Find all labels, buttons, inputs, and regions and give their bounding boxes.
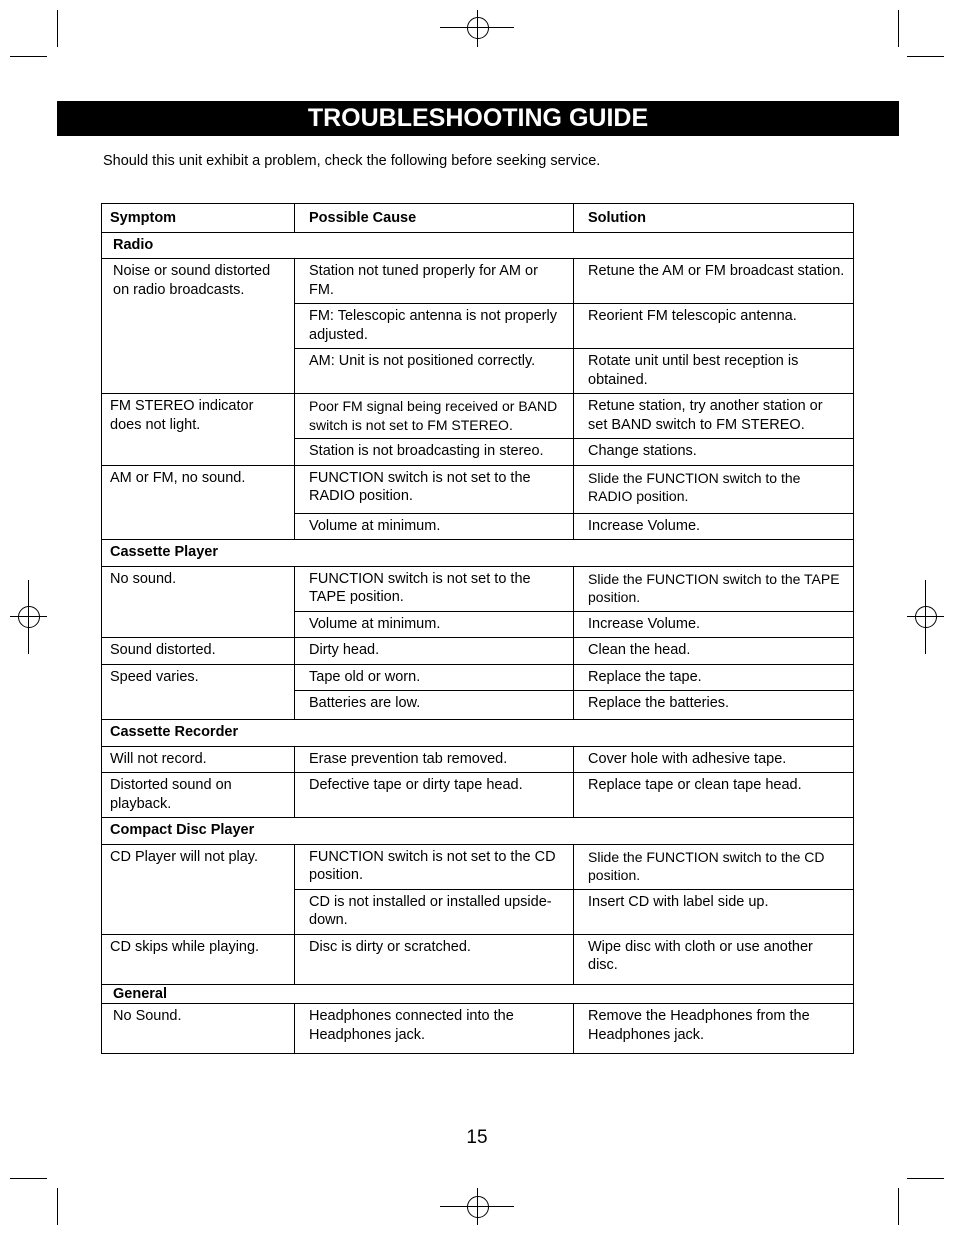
- solution-cell: Slide the FUNCTION switch to the CD position.: [574, 844, 854, 889]
- section-row: [102, 818, 854, 845]
- solution-cell: Insert CD with label side up.: [574, 889, 854, 934]
- section-row: [102, 984, 854, 1004]
- solution-cell: Increase Volume.: [574, 611, 854, 638]
- cause-cell: Tape old or worn.: [295, 664, 574, 691]
- solution-cell: Clean the head.: [574, 638, 854, 665]
- cause-cell: CD is not installed or installed upside-down.: [295, 889, 574, 934]
- table-row: [102, 664, 854, 691]
- intro-text: Should this unit exhibit a problem, check the following before seeking service.: [103, 153, 601, 169]
- table-header: [102, 204, 854, 233]
- table-row: [102, 773, 854, 818]
- symptom-cell: CD Player will not play.: [102, 844, 295, 934]
- section-row: [102, 232, 854, 259]
- cause-cell: Headphones connected into the Headphones jack.: [295, 1004, 574, 1054]
- section-row: [102, 720, 854, 747]
- crop-mark: [10, 1178, 47, 1179]
- solution-cell: Remove the Headphones from the Headphones jack.: [574, 1004, 854, 1054]
- cause-cell: Volume at minimum.: [295, 611, 574, 638]
- crop-mark: [907, 56, 944, 57]
- crop-mark: [57, 10, 58, 47]
- page-number: 15: [466, 1127, 488, 1148]
- symptom-cell: Sound distorted.: [102, 638, 295, 665]
- table-row: [102, 465, 854, 513]
- symptom-cell: Will not record.: [102, 746, 295, 773]
- table-row: [102, 1004, 854, 1054]
- section-radio: Radio: [102, 232, 854, 259]
- table-row: [102, 934, 854, 984]
- solution-cell: Retune station, try another station or set BAND switch to FM STEREO.: [574, 394, 854, 439]
- crop-mark: [898, 10, 899, 47]
- cause-cell: Volume at minimum.: [295, 513, 574, 540]
- solution-cell: Slide the FUNCTION switch to the RADIO position.: [574, 465, 854, 513]
- cause-cell: FM: Telescopic antenna is not properly adjusted.: [295, 304, 574, 349]
- cause-cell: Station is not broadcasting in stereo.: [295, 439, 574, 466]
- solution-cell: Wipe disc with cloth or use another disc.: [574, 934, 854, 984]
- table-row: [102, 566, 854, 611]
- solution-cell: Replace the tape.: [574, 664, 854, 691]
- cause-cell: Defective tape or dirty tape head.: [295, 773, 574, 818]
- cause-cell: AM: Unit is not positioned correctly.: [295, 349, 574, 394]
- solution-cell: Replace tape or clean tape head.: [574, 773, 854, 818]
- solution-cell: Increase Volume.: [574, 513, 854, 540]
- troubleshooting-table: [101, 203, 854, 1054]
- header-cause: Possible Cause: [295, 204, 574, 233]
- table-row: [102, 259, 854, 304]
- symptom-cell: Distorted sound on playback.: [102, 773, 295, 818]
- symptom-cell: AM or FM, no sound.: [102, 465, 295, 540]
- cause-cell: Disc is dirty or scratched.: [295, 934, 574, 984]
- cause-cell: FUNCTION switch is not set to the RADIO position.: [295, 465, 574, 513]
- cause-cell: FUNCTION switch is not set to the CD position.: [295, 844, 574, 889]
- header-symptom: Symptom: [102, 204, 295, 233]
- cause-cell: Dirty head.: [295, 638, 574, 665]
- symptom-cell: FM STEREO indicator does not light.: [102, 394, 295, 466]
- section-compact-disc: Compact Disc Player: [102, 818, 854, 845]
- solution-cell: Replace the batteries.: [574, 691, 854, 720]
- table-row: [102, 844, 854, 889]
- header-solution: Solution: [574, 204, 854, 233]
- symptom-cell: Speed varies.: [102, 664, 295, 720]
- cause-cell: FUNCTION switch is not set to the TAPE position.: [295, 566, 574, 611]
- solution-cell: Change stations.: [574, 439, 854, 466]
- cause-cell: Batteries are low.: [295, 691, 574, 720]
- crop-mark: [57, 1188, 58, 1225]
- cause-cell: Station not tuned properly for AM or FM.: [295, 259, 574, 304]
- solution-cell: Rotate unit until best reception is obtained.: [574, 349, 854, 394]
- crop-mark: [10, 56, 47, 57]
- section-cassette-player: Cassette Player: [102, 540, 854, 567]
- crop-mark: [898, 1188, 899, 1225]
- table-row: [102, 638, 854, 665]
- symptom-cell: No sound.: [102, 566, 295, 638]
- symptom-cell: Noise or sound distorted on radio broadcasts.: [102, 259, 295, 394]
- solution-cell: Slide the FUNCTION switch to the TAPE position.: [574, 566, 854, 611]
- section-general: General: [102, 984, 854, 1004]
- symptom-cell: CD skips while playing.: [102, 934, 295, 984]
- crop-mark: [907, 1178, 944, 1179]
- cause-cell: Erase prevention tab removed.: [295, 746, 574, 773]
- cause-cell: Poor FM signal being received or BAND switch is not set to FM STEREO.: [295, 394, 574, 439]
- section-row: [102, 540, 854, 567]
- solution-cell: Retune the AM or FM broadcast station.: [574, 259, 854, 304]
- table-row: [102, 394, 854, 439]
- symptom-cell: No Sound.: [102, 1004, 295, 1054]
- section-cassette-recorder: Cassette Recorder: [102, 720, 854, 747]
- solution-cell: Cover hole with adhesive tape.: [574, 746, 854, 773]
- solution-cell: Reorient FM telescopic antenna.: [574, 304, 854, 349]
- table-row: [102, 746, 854, 773]
- page-title: TROUBLESHOOTING GUIDE: [57, 101, 899, 136]
